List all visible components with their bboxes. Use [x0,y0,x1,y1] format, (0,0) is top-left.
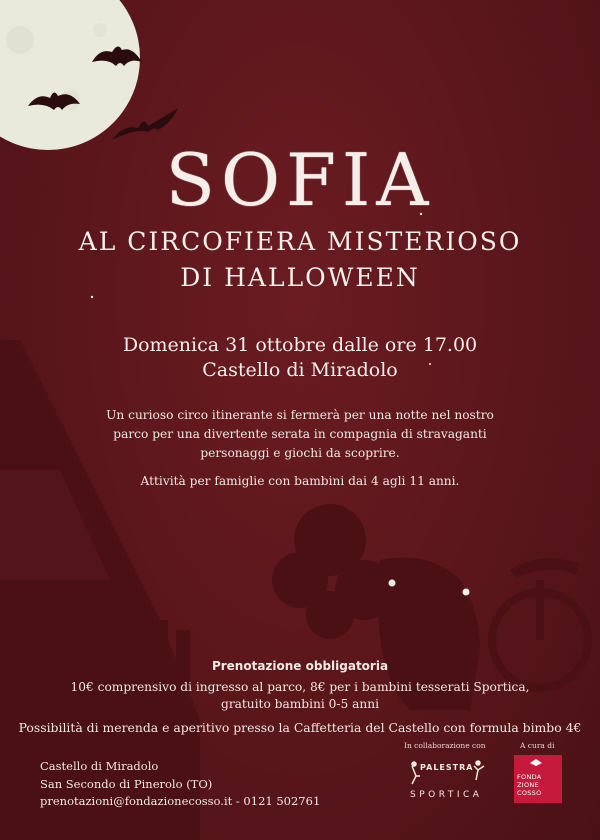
prices-line-2: gratuito bambini 0-5 anni [221,697,379,711]
venue-address: San Secondo di Pinerolo (TO) [40,776,213,791]
collaboration-label: In collaborazione con [404,741,486,750]
bat-icon [112,108,178,140]
fondazione-line-2: ZIONE [517,781,539,789]
event-description: Un curioso circo itinerante si fermerà per una notte nel nostro parco per una divertente serata in compagnia di stravaganti personaggi e giochi da scoprire. [106,408,494,460]
fondazione-line-1: FONDA [517,773,542,781]
sportica-name: SPORTICA [410,790,483,800]
target-audience: Attività per famiglie con bambini dai 4 agli 11 anni. [140,474,460,488]
snack-info: Possibilità di merenda e aperitivo presso la Caffetteria del Castello con formula bimbo 4€ [18,720,582,735]
curated-by-label: A cura di [520,741,555,750]
prices-line-1: 10€ comprensivo di ingresso al parco, 8€ per i bambini tesserati Sportica, [70,680,530,694]
contact-info[interactable]: prenotazioni@fondazionecosso.it - 0121 502761 [40,794,321,808]
page-title: SOFIA [165,138,435,222]
event-place: Castello di Miradolo [202,359,398,381]
booking-title: Prenotazione obbligatoria [211,659,389,673]
footer-contacts [40,758,320,811]
fondazione-cosso-logo [514,755,562,803]
fondazione-line-3: COSSO [517,789,542,797]
subtitle-line-1: AL CIRCOFIERA MISTERIOSO [78,227,522,256]
moon [0,0,140,150]
venue-name: Castello di Miradolo [40,759,159,773]
palestra-name: PALESTRA [420,763,474,772]
event-date: Domenica 31 ottobre dalle ore 17.00 [122,334,478,356]
subtitle-line-2: DI HALLOWEEN [180,263,420,292]
